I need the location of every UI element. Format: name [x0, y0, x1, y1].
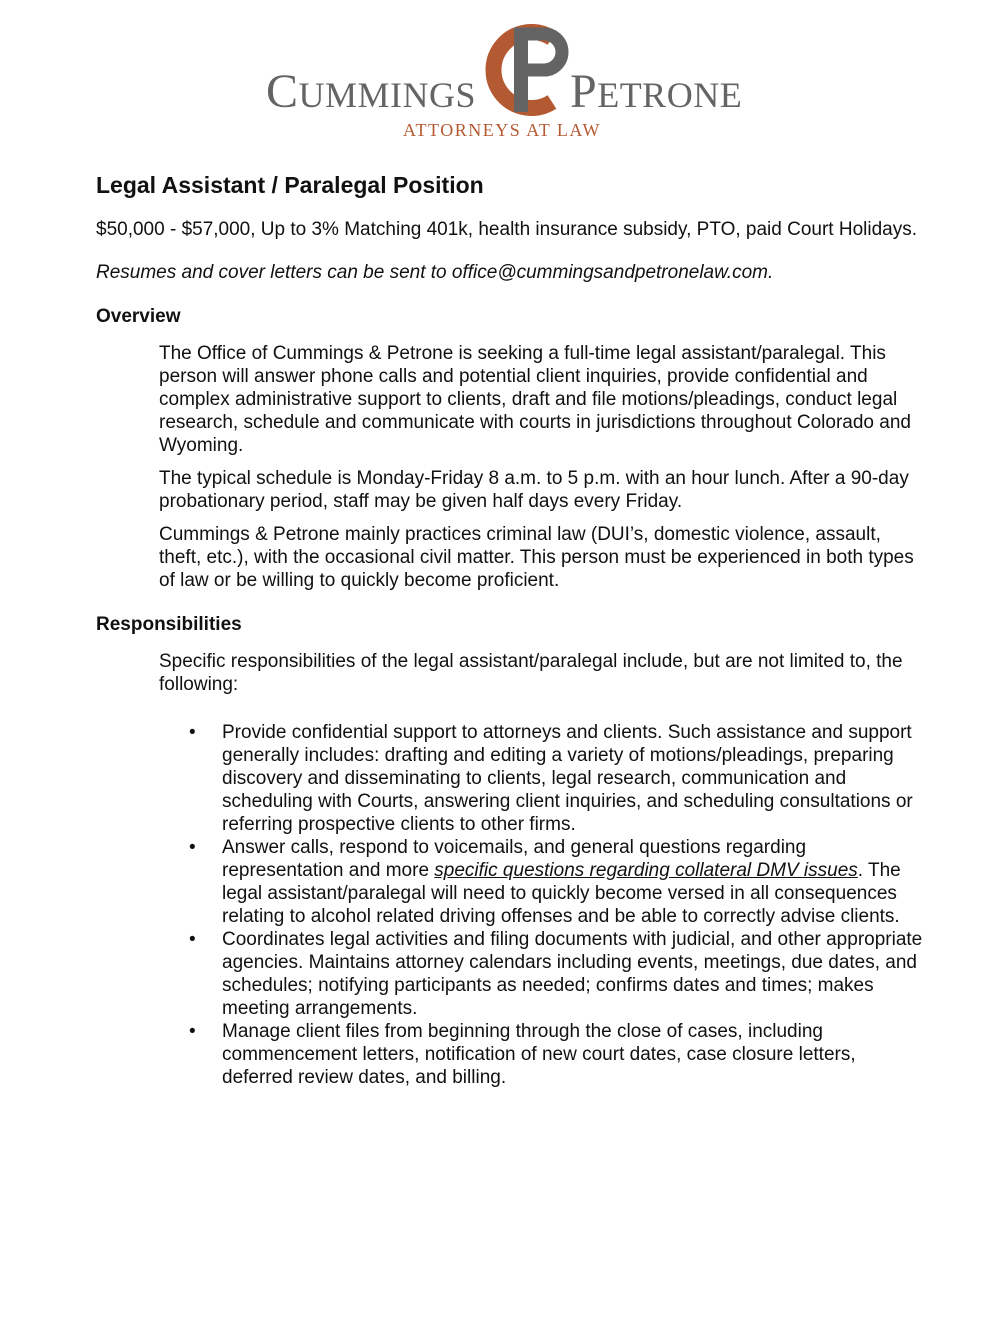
list-item [159, 928, 926, 1020]
list-item [159, 1020, 926, 1089]
overview-paragraph: The typical schedule is Monday-Friday 8 a.m. to 5 p.m. with an hour lunch. After a 90-day probationary period, staff may be given half days every Friday. [159, 468, 909, 512]
responsibilities-intro: Specific responsibilities of the legal assistant/paralegal include, but are not limited to, the following: [159, 651, 903, 695]
responsibilities-heading: Responsibilities [96, 614, 242, 635]
firm-logo [0, 22, 1004, 147]
logo-name-right: PETRONE [570, 65, 743, 118]
logo-name-left: CUMMINGS [266, 65, 477, 118]
bullet-icon: • [189, 929, 196, 950]
list-item-text: Provide confidential support to attorneys and clients. Such assistance and support generally includes: drafting and editing a variety of motions/pleadings, preparing discovery and disseminating to clients, legal research, communication and scheduling with Courts, answering client inquiries, and scheduling consultations or referring prospective clients to other firms. [222, 722, 913, 835]
overview-paragraph: Cummings & Petrone mainly practices criminal law (DUI’s, domestic violence, assault, theft, etc.), with the occasional civil matter. This person must be experienced in both types of law or be willing to quickly become proficient. [159, 524, 914, 591]
list-item-text: Manage client files from beginning through the close of cases, including commencement letters, notification of new court dates, case closure letters, deferred review dates, and billing. [222, 1021, 856, 1088]
list-item-text: Coordinates legal activities and filing documents with judicial, and other appropriate agencies. Maintains attorney calendars including events, meetings, due dates, and schedules; notifying participants as needed; confirms dates and times; makes meeting arrangements. [222, 929, 923, 1019]
bullet-icon: • [189, 837, 196, 858]
responsibilities-section [159, 650, 926, 696]
bullet-icon: • [189, 722, 196, 743]
document-body [96, 170, 926, 1089]
list-item-text-before: Answer calls, respond to voicemails, and general questions regarding representation and more [222, 837, 807, 881]
list-item-text-after: . The legal assistant/paralegal will need to quickly become versed in all consequences relating to alcohol related driving offenses and be able to correctly advise clients. [222, 860, 901, 927]
overview-section [159, 342, 926, 592]
overview-heading: Overview [96, 306, 181, 327]
responsibilities-list [159, 721, 926, 1089]
list-item [159, 836, 926, 928]
compensation-line: $50,000 - $57,000, Up to 3% Matching 401k, health insurance subsidy, PTO, paid Court Holidays. [96, 219, 917, 240]
contact-line: Resumes and cover letters can be sent to office@cummingsandpetronelaw.com. [96, 262, 774, 283]
list-item [159, 721, 926, 836]
logo-tagline: ATTORNEYS AT LAW [403, 120, 601, 140]
page-title: Legal Assistant / Paralegal Position [96, 172, 484, 198]
overview-paragraph: The Office of Cummings & Petrone is seeking a full-time legal assistant/paralegal. This person will answer phone calls and potential client inquiries, provide confidential and complex administrative support to clients, draft and file motions/pleadings, conduct legal research, schedule and communicate with courts in jurisdictions throughout Colorado and Wyoming. [159, 343, 911, 456]
bullet-icon: • [189, 1021, 196, 1042]
cp-monogram-icon [474, 24, 584, 116]
dmv-issues-link[interactable]: specific questions regarding collateral DMV issues [434, 860, 858, 881]
